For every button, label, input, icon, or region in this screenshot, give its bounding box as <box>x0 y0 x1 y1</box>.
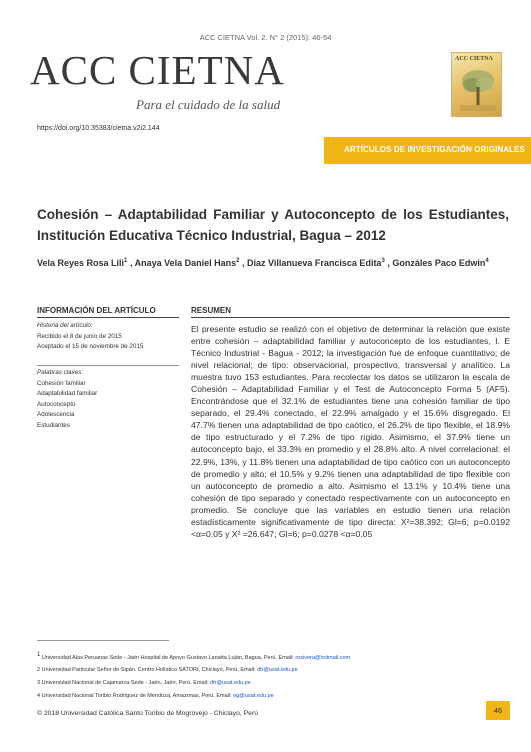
journal-logo-title: ACC CIETNA <box>30 47 285 93</box>
footnote-text: Universidad Alas Peruanas Sede - Jaén Hospital de Apoyo Gustavo Lanatta Luján, Bagua, Perú. Email: <box>41 654 296 661</box>
footnote-mark: 2 <box>37 667 41 673</box>
footnote-mark: 3 <box>37 680 41 686</box>
email-link[interactable]: dfr@usat.edu.pe <box>210 680 251 686</box>
author-separator: , <box>242 258 245 268</box>
copyright-footer: © 2018 Universidad Católica Santo Toribio de Mogrovejo - Chiclayo, Perú <box>37 710 258 717</box>
author-separator: , <box>129 258 133 268</box>
author-affiliation-mark: 1 <box>124 258 128 264</box>
footnote <box>37 693 274 699</box>
abstract-header: RESUMEN <box>191 306 232 315</box>
keywords-label: Palabras claves: <box>37 369 84 376</box>
cover-title: ACC CIETNA <box>455 56 493 62</box>
keyword: Adaptabilidad familiar <box>37 390 98 397</box>
divider <box>37 317 179 318</box>
footnote-text: Universidad Nacional de Cajamarca Sede - Jaén, Jaén, Perú. Email: <box>41 680 211 686</box>
email-link[interactable]: rosivera@hotmail.com <box>295 654 351 661</box>
footnote <box>37 680 251 686</box>
author-separator: , <box>387 258 390 268</box>
footnote-text: Universidad Nacional Toribio Rodríguez de Mendoza, Amazonas, Perú. Email: <box>41 693 234 699</box>
page-number: 46 <box>493 706 503 715</box>
keyword: Adolescencia <box>37 411 75 418</box>
tree-illustration-icon <box>460 67 496 111</box>
accepted-date: Aceptado el 15 de noviembre de 2015 <box>37 343 144 350</box>
author-affiliation-mark: 2 <box>236 258 240 264</box>
author-name: Gonzáles Paco Edwin <box>392 258 486 268</box>
author-list <box>37 254 509 270</box>
author-name: Vela Reyes Rosa Lili <box>37 258 125 268</box>
author-affiliation-mark: 3 <box>381 258 385 264</box>
footnote-text: Universidad Particular Señor de Sipán. Centro Holístico SATORI, Chiclayo, Perú. Email: <box>41 667 258 673</box>
email-link[interactable]: eg@usat.edu.pe <box>233 693 274 699</box>
abstract-text: El presente estudio se realizó con el objetivo de determinar la relación que existe entre cohesión – adaptabilidad familiar y autoconcepto de los estudiantes, I. E Técnico Industrial - Bagua - 2012; la investigación fue de enfoque cuantitativo; de nivel relacional; de tipo: observacional, prospectivo, transversal y analítico. La muestra tuvo 153 estudiantes. Para recolectar los datos se utilizaron la escala de Cohesión – Adaptabilidad Familiar y el Test de Autoconcepto Forma 5 (AF5). Encontrándose que el 32.1% de estudiantes tiene una cohesión familiar de tipo separado, el 29.4% conectado, el 22.9% amalgado y el 15.6% disgregado. El 47.7% tienen una adaptabilidad de tipo caótico, el 26.2% de tipo flexible, el 18.9% de tipo estructurado y el 7.2% de tipo rígido. Asimismo, el 37.9% tiene un autoconcepto bajo, el 33.3% en promedio y el 28.8% alto. A nivel correlacional: el 22.9%, 13%, y 11.8% tienen una adaptabilidad de tipo caótico con un autoconcepto de promedio y alto; el 10.5% y 9.2% tienen una adaptabilidad de tipo flexible con un autoconcepto de promedio a alto. Asimismo el 13.1% y 10.4% tiene una cohesión de tipo separado y conectado respectivamente con un autoconcepto en promedio. Se concluye que las variables en estudio tienen una relación estadísticamente significativamente de tipo directa: X²=38.392; Gl=6; p=0.0192 <α=0.05 y X² =26.647; Gl=6; p=0.0278 <α=0.05 <box>191 324 510 539</box>
section-label: ARTÍCULOS DE INVESTIGACIÓN ORIGINALES <box>343 145 525 154</box>
divider <box>191 317 510 318</box>
email-link[interactable]: dh@usat.edu.pe <box>257 667 298 673</box>
journal-reference: ACC CIETNA Vol. 2. N° 2 (2015): 46-54 <box>199 33 332 42</box>
footnote <box>37 652 350 661</box>
received-date: Recibido el 8 de junio de 2015 <box>37 332 122 340</box>
author-name: Anaya Vela Daniel Hans <box>134 258 237 268</box>
article-title: Cohesión – Adaptabilidad Familiar y Autoconcepto de los Estudiantes, Institución Educativa Técnico Industrial, Bagua – 2012 <box>37 207 509 243</box>
footnote <box>37 667 298 673</box>
keyword: Estudiantes <box>37 421 70 429</box>
footnote-divider <box>37 640 169 641</box>
journal-logo-subtitle: Para el cuidado de la salud <box>136 97 281 112</box>
author-name: Díaz Villanueva Francisca Edita <box>247 258 382 268</box>
author-affiliation-mark: 4 <box>485 258 489 264</box>
footnote-mark: 4 <box>37 693 41 699</box>
history-label: Historia del artículo: <box>37 322 93 329</box>
divider <box>37 365 179 366</box>
article-info-header: INFORMACIÓN DEL ARTÍCULO <box>37 306 156 315</box>
journal-cover-image <box>451 52 502 117</box>
article-history <box>37 321 179 353</box>
doi-link[interactable]: https://doi.org/10.35383/cietna.v2i2.144 <box>37 125 160 132</box>
keyword: Autoconcepto <box>37 400 76 408</box>
keywords-block <box>37 368 179 431</box>
keyword: Cohesión familiar <box>37 379 86 387</box>
footnote-mark: 1 <box>37 652 41 658</box>
